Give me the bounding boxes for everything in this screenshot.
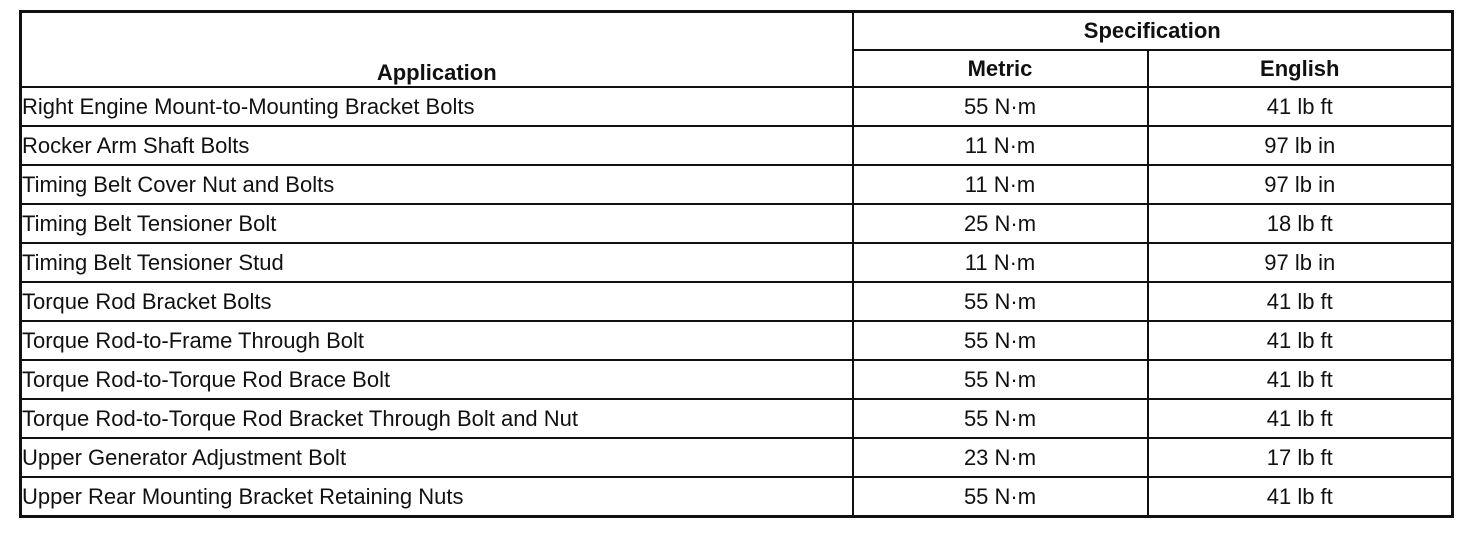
application-cell: Rocker Arm Shaft Bolts: [21, 126, 853, 165]
metric-cell: 11 N·m: [853, 165, 1148, 204]
table-row: [21, 321, 1453, 360]
metric-cell: 55 N·m: [853, 399, 1148, 438]
english-cell: 97 lb in: [1148, 165, 1453, 204]
table-row: [21, 477, 1453, 517]
table-row: [21, 438, 1453, 477]
english-cell: 97 lb in: [1148, 126, 1453, 165]
application-cell: Upper Rear Mounting Bracket Retaining Nuts: [21, 477, 853, 517]
application-cell: Torque Rod-to-Torque Rod Brace Bolt: [21, 360, 853, 399]
metric-cell: 11 N·m: [853, 243, 1148, 282]
application-cell: Torque Rod-to-Torque Rod Bracket Through Bolt and Nut: [21, 399, 853, 438]
header-english: English: [1148, 50, 1453, 87]
table-row: [21, 282, 1453, 321]
english-cell: 18 lb ft: [1148, 204, 1453, 243]
english-cell: 41 lb ft: [1148, 282, 1453, 321]
english-cell: 17 lb ft: [1148, 438, 1453, 477]
english-cell: 41 lb ft: [1148, 399, 1453, 438]
application-cell: Right Engine Mount-to-Mounting Bracket Bolts: [21, 87, 853, 126]
application-cell: Timing Belt Cover Nut and Bolts: [21, 165, 853, 204]
fastener-tightening-specifications-table: [19, 10, 1454, 518]
metric-cell: 23 N·m: [853, 438, 1148, 477]
application-cell: Upper Generator Adjustment Bolt: [21, 438, 853, 477]
metric-cell: 55 N·m: [853, 477, 1148, 517]
table-row: [21, 87, 1453, 126]
metric-cell: 55 N·m: [853, 87, 1148, 126]
table-row: [21, 126, 1453, 165]
metric-cell: 11 N·m: [853, 126, 1148, 165]
application-cell: Torque Rod Bracket Bolts: [21, 282, 853, 321]
english-cell: 97 lb in: [1148, 243, 1453, 282]
table-row: [21, 243, 1453, 282]
metric-cell: 55 N·m: [853, 282, 1148, 321]
application-cell: Timing Belt Tensioner Bolt: [21, 204, 853, 243]
header-metric: Metric: [853, 50, 1148, 87]
table-row: [21, 165, 1453, 204]
english-cell: 41 lb ft: [1148, 321, 1453, 360]
header-application: Application: [21, 12, 853, 88]
metric-cell: 55 N·m: [853, 321, 1148, 360]
metric-cell: 55 N·m: [853, 360, 1148, 399]
english-cell: 41 lb ft: [1148, 360, 1453, 399]
english-cell: 41 lb ft: [1148, 477, 1453, 517]
table-row: [21, 204, 1453, 243]
table-row: [21, 360, 1453, 399]
application-cell: Timing Belt Tensioner Stud: [21, 243, 853, 282]
metric-cell: 25 N·m: [853, 204, 1148, 243]
header-row-top: [21, 12, 1453, 51]
table-row: [21, 399, 1453, 438]
application-cell: Torque Rod-to-Frame Through Bolt: [21, 321, 853, 360]
header-specification: Specification: [853, 12, 1453, 51]
english-cell: 41 lb ft: [1148, 87, 1453, 126]
